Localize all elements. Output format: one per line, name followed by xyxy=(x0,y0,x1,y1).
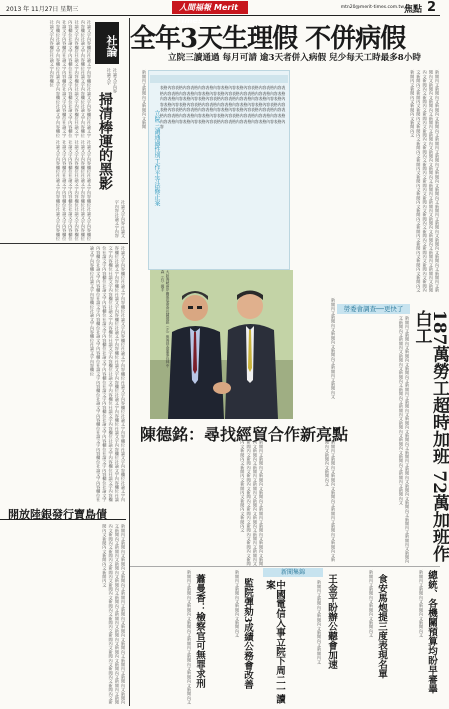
main-headline: 全年3天生理假 不併病假 xyxy=(130,24,406,54)
photo-scene xyxy=(150,270,293,419)
masthead xyxy=(0,0,440,25)
bottom-headline-5: 食安馬炮提三度表現名單 xyxy=(376,574,387,679)
table-header xyxy=(150,75,288,83)
divider xyxy=(0,243,128,244)
bottom-headline-6: 總統、各機關預算均盼早審畢 xyxy=(426,570,437,694)
editorial-body-mid: 社論文字內容欄位社論文字內容欄位社論文字內容欄位社論文字內容欄位社論文字內容欄位社論文字內容欄位社論文字內容欄位社論文字內容欄位社論文字內容欄位社論文字內容欄位社論文字內容欄位社論文字內容欄位社論文字內容欄位社論文字內容欄位社論文字內容欄位社論文字內容欄位社論文字內容欄位社論文字內容欄位 xyxy=(55,140,92,241)
bottom-headline-1: 蕭曼香：檢察官可無罪求刑 xyxy=(194,574,205,688)
photo-story-body: 新聞內文新聞內文新聞內文新聞內文新聞內文新聞內文新聞內文新聞內文新聞內文新聞內文新聞內文新聞內文新聞內文新聞內文新聞內文新聞內文新聞內文新聞內文新聞內文新聞內文新聞內文新聞內文新聞內文新聞內文新聞內文新聞內文新聞內文新聞內文 xyxy=(240,440,264,566)
editorial-tag: 社論 xyxy=(95,22,119,64)
bottom-story-5: 新聞內文新聞內文新聞內文新聞內文 xyxy=(419,570,424,638)
logo-english: Merit Times xyxy=(176,3,238,25)
bottom-story-4: 新聞內文新聞內文新聞內文新聞內文 xyxy=(369,570,374,638)
page-number: 2 xyxy=(426,0,436,15)
logo-text: 人間福報 xyxy=(179,3,211,12)
news-photo xyxy=(150,270,293,419)
sidebar-body: 新聞內文新聞內文新聞內文新聞內文新聞內文新聞內文新聞內文新聞內文新聞內文新聞內文新聞內文新聞內文新聞內文新聞內文新聞內文新聞內文新聞內文新聞內文新聞內文新聞內文新聞內文新聞內文新聞內文新聞內文新聞內文新聞內文新聞內文新聞內文新聞內文新聞內文新聞內文新聞內文新聞內文新聞內文新聞內文新聞內文 xyxy=(102,524,126,705)
newspaper-logo xyxy=(172,1,248,25)
contact-email: mtn20@merit-times.com.tw xyxy=(340,5,404,10)
column-divider xyxy=(129,18,130,706)
sidebar-headline: 開放陸銀發行寶島債 xyxy=(0,506,126,520)
bottom-story-2: 新聞內文新聞內文新聞內文新聞內文 xyxy=(235,570,240,638)
issue-date: 2013 年 11月27日 星期三 xyxy=(6,6,79,13)
editorial-body-right-low: 社論文字內容社論文字內容社論文字內容 xyxy=(114,200,126,238)
bottom-headline-3: 中國電信入事立院下周二一讀案 xyxy=(264,580,285,704)
bottom-story-left: 新聞內文新聞內文新聞內文新聞內文新聞內文新聞內文新聞內文新聞內文 xyxy=(187,570,192,705)
labor-headline: 187萬勞工超時加班 72萬加班作白工 xyxy=(411,310,449,563)
section-divider xyxy=(130,566,440,567)
table-label: 立院三讀通過性別工作平等法修正案 xyxy=(153,110,160,206)
labor-story-body: 新聞內文新聞內文新聞內文新聞內文新聞內文新聞內文新聞內文新聞內文新聞內文新聞內文新聞內文新聞內文新聞內文新聞內文新聞內文新聞內文新聞內文新聞內文新聞內文新聞內文新聞內文新聞內文新聞內文新聞內文新聞內文新聞內文 xyxy=(398,316,410,564)
photo-caption: 大陸海峽兩岸關係協會會長陳德銘（左）與海基會董事長林中森（右）握手 xyxy=(161,270,170,368)
editorial-body-top: 社論文字內容欄位社論文字內容欄位社論文字內容欄位社論文字內容欄位社論文字內容欄位社論文字內容欄位社論文字內容欄位社論文字內容欄位社論文字內容欄位社論文字內容欄位社論文字內容欄位社論文字內容欄位社論文字內容欄位社論文字內容欄位社論文字內容欄位社論文字內容欄位社論文字內容欄位社論文字內容欄位社論文字內容欄位社論文字內容欄位社論文字內容欄位社論文字內容欄位社論文字內容欄位 xyxy=(49,20,92,138)
bottom-headline-2: 監院彈劾3成績公務會改善 xyxy=(242,578,253,690)
right-column-text: 新聞內文新聞內文新聞內文新聞內文新聞內文新聞內文 xyxy=(331,298,336,399)
news-body-left: 新聞內文新聞內文新聞內文新聞 xyxy=(142,70,147,129)
news-digest-bar: 新聞集錦 xyxy=(263,568,323,577)
middle-story-body: 新聞內文新聞內文新聞內文新聞內文新聞內文新聞內文新聞內文新聞內文新聞內文新聞內文 xyxy=(324,440,336,562)
section-name: 焦點 xyxy=(403,5,422,15)
bottom-headline-4: 王金平盼辦公聽會加速 xyxy=(326,574,337,669)
editorial-title: 掃清棒運的黑影 xyxy=(97,92,113,190)
table-body: 表格內容表格內容表格內容表格內容表格內容表格內容表格內容表格內容表格內容表格內容表格內容表格內容表格內容表格內容表格內容表格內容表格內容表格內容表格內容表格內容表格內容表格內容表格內容表格內容表格內容表格內容表格內容表格內容表格內容表格內容表格內容表格內容表格內容表格內容表格內容表格內容表格內容表格內容表格內容表格內容表格內容表格內容表格內容表格內容表格內容表格內容表格內容表格內容表格內容表格內容表格內容表格內容表格內容表格內容表格內容表格內容表格內容表格內容 xyxy=(160,85,286,130)
bottom-story-3: 新聞內文新聞內文新聞內文新聞內文新聞內文 xyxy=(317,580,322,664)
topic-bar: 勞委會調查──更快了 xyxy=(337,304,410,314)
editorial-body-right: 社論文字內容社論文字 xyxy=(106,68,118,94)
photo-headline: 陳德銘：尋找經貿合作新亮點 xyxy=(140,425,349,444)
main-subhead: 立院三讀通過 每月可請 逾3天者併入病假 兒少每天工時最多8小時 xyxy=(168,53,421,63)
editorial-continued: 社論文字內容欄位社論文字內容欄位社論文字內容欄位社論文字內容欄位社論文字內容欄位社論文字內容欄位社論文字內容欄位社論文字內容欄位社論文字內容欄位社論文字內容欄位社論文字內容欄位社論文字內容欄位社論文字內容欄位社論文字內容欄位社論文字內容欄位社論文字內容欄位社論文字內容欄位社論文字內容欄位社論文字內容欄位社論文字內容欄位社論文字內容欄位社論文字內容欄位社論文字內容欄位社論文字內容欄位社論文字內容欄位社論文字內容欄位社論文字內容欄位社論文字內容欄位社論文字內容欄位社論文字內容欄位社論文字內容欄位社論文字內容欄位社論文字內容欄位社論文字內容欄位社論文字內容欄位社論文字內容欄位社論文字內容欄位社論文字內容欄位社論文字內容欄位社論文字內容欄位社論文字內容欄位社論文字內容欄位 xyxy=(89,246,126,502)
main-story-body: 新聞內文新聞內文新聞內文新聞內文新聞內文新聞內文新聞內文新聞內文新聞內文新聞內文新聞內文新聞內文新聞內文新聞內文新聞內文新聞內文新聞內文新聞內文新聞內文新聞內文新聞內文新聞內文新聞內文新聞內文新聞內文新聞內文新聞內文新聞內文新聞內文新聞內文新聞內文新聞內文新聞內文新聞內文新聞內文新聞內文新聞內文新聞內文新聞內文新聞內文新聞內文新聞內文新聞內文新聞內文新聞內文新聞內文新聞內文新聞內文新聞內文新聞內文新聞內文新聞內文新聞內文新聞內文新聞內文新聞內文新聞內文 xyxy=(410,70,440,293)
